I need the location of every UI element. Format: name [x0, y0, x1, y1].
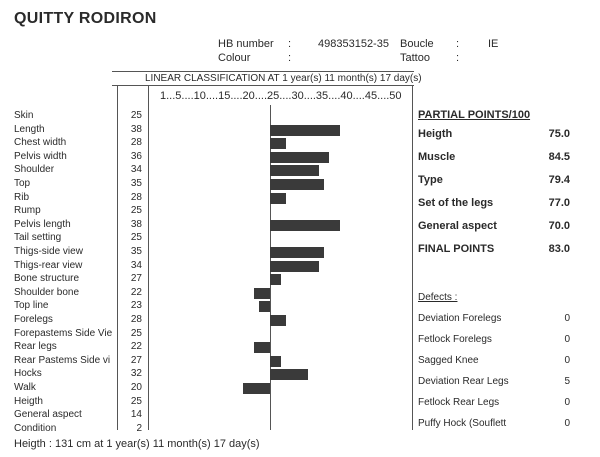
- trait-bar: [270, 152, 329, 163]
- boucle-value: IE: [488, 38, 499, 50]
- defect-label: Deviation Rear Legs: [418, 376, 509, 387]
- colour-label: Colour: [218, 52, 251, 64]
- trait-value: 25: [130, 395, 142, 407]
- partial-points-value: 79.4: [548, 174, 570, 186]
- tattoo-label: Tattoo: [400, 52, 430, 64]
- boucle-separator: :: [456, 38, 460, 50]
- trait-bar: [270, 125, 340, 136]
- trait-value: 34: [130, 259, 142, 271]
- trait-bar: [243, 383, 270, 394]
- trait-value: 20: [130, 382, 142, 393]
- trait-bar: [270, 138, 286, 149]
- hb-number-value: 498353152-35: [318, 38, 389, 50]
- trait-value: 22: [130, 341, 142, 353]
- trait-value: 38: [130, 218, 142, 230]
- animal-name: QUITTY RODIRON: [14, 10, 157, 27]
- trait-name: Shoulder bone: [14, 286, 80, 298]
- trait-name: Rear legs: [14, 341, 57, 353]
- defect-label: Fetlock Forelegs: [418, 334, 492, 345]
- partial-points-value: 84.5: [548, 151, 570, 163]
- trait-bar: [270, 247, 324, 258]
- trait-bar: [270, 179, 324, 190]
- trait-bar: [254, 288, 270, 299]
- final-points-label: FINAL POINTS: [418, 243, 495, 255]
- trait-value: 32: [130, 368, 142, 380]
- partial-points-value: 77.0: [548, 197, 570, 209]
- trait-value: 28: [130, 137, 142, 149]
- trait-bar: [270, 369, 308, 380]
- trait-value: 14: [130, 409, 142, 421]
- trait-name: Rump: [14, 205, 41, 217]
- trait-value: 35: [130, 246, 142, 257]
- trait-bar: [270, 356, 281, 367]
- defect-value: 0: [564, 313, 570, 324]
- trait-name: Walk: [14, 382, 36, 393]
- trait-value: 25: [130, 205, 142, 217]
- defect-value: 0: [564, 334, 570, 345]
- trait-name: Forelegs: [14, 314, 53, 325]
- trait-value: 28: [130, 191, 142, 203]
- partial-points-title: PARTIAL POINTS/100: [418, 109, 531, 121]
- trait-value: 27: [130, 273, 142, 285]
- trait-name: Pelvis length: [14, 218, 71, 230]
- colour-separator: :: [288, 52, 292, 64]
- defect-label: Fetlock Rear Legs: [418, 397, 500, 408]
- final-points-value: 83.0: [548, 243, 570, 255]
- defect-label: Sagged Knee: [418, 355, 479, 366]
- trait-value: 22: [130, 286, 142, 298]
- trait-name: Chest width: [14, 137, 67, 149]
- trait-name: General aspect: [14, 409, 82, 421]
- defect-value: 0: [564, 397, 570, 408]
- trait-bar: [270, 274, 281, 285]
- trait-name: Rib: [14, 191, 30, 203]
- trait-name: Top: [14, 178, 31, 189]
- trait-name: Heigth: [14, 395, 43, 407]
- trait-name: Pelvis width: [14, 150, 67, 162]
- trait-name: Tail setting: [14, 232, 62, 244]
- trait-value: 25: [130, 232, 142, 244]
- hb-number-separator: :: [288, 38, 292, 50]
- trait-value: 28: [130, 314, 142, 325]
- trait-name: Forepastems Side Vie: [14, 327, 113, 339]
- partial-points-label: Type: [418, 174, 443, 186]
- trait-name: Length: [14, 123, 45, 135]
- linear-title-underline: [112, 85, 414, 86]
- defect-label: Puffy Hock (Souflett: [418, 418, 507, 429]
- trait-value: 38: [130, 123, 142, 135]
- trait-name: Thigs-side view: [14, 246, 83, 257]
- trait-value: 23: [130, 300, 142, 312]
- trait-bar: [270, 261, 319, 272]
- partial-points-label: General aspect: [418, 220, 497, 232]
- trait-name: Top line: [14, 300, 49, 312]
- partial-points-label: Set of the legs: [418, 197, 494, 209]
- hb-number-label: HB number: [218, 38, 274, 50]
- partial-points-value: 70.0: [548, 220, 570, 232]
- partial-points-label: Muscle: [418, 151, 456, 163]
- height-footnote: Heigth : 131 cm at 1 year(s) 11 month(s) 17 day(s): [14, 438, 260, 450]
- defect-value: 0: [564, 418, 570, 429]
- linear-scale: 1...5....10....15....20....25....30....35....40....45....50: [160, 90, 402, 102]
- defect-value: 0: [564, 355, 570, 366]
- partial-points-label: Heigth: [418, 128, 453, 140]
- trait-value: 2: [136, 422, 142, 434]
- trait-name: Rear Pastems Side vi: [14, 354, 111, 366]
- trait-value: 25: [130, 327, 142, 339]
- trait-value: 27: [130, 354, 142, 366]
- trait-bar: [254, 342, 270, 353]
- trait-name: Hocks: [14, 368, 42, 380]
- trait-name: Bone structure: [14, 273, 80, 285]
- trait-bar: [270, 165, 319, 176]
- values-column-divider: [148, 85, 149, 430]
- trait-bar: [270, 315, 286, 326]
- boucle-label: Boucle: [400, 38, 434, 50]
- trait-name: Condition: [14, 422, 57, 434]
- tattoo-separator: :: [456, 52, 460, 64]
- points-column-divider: [412, 85, 413, 430]
- linear-section-top-rule: [112, 71, 414, 72]
- trait-value: 36: [130, 150, 142, 162]
- trait-name: Skin: [14, 110, 34, 121]
- trait-value: 35: [130, 178, 142, 189]
- linear-classification-title: LINEAR CLASSIFICATION AT 1 year(s) 11 month(s) 17 day(s): [145, 73, 422, 84]
- trait-bar: [270, 193, 286, 204]
- trait-value: 34: [130, 164, 142, 176]
- trait-name: Thigs-rear view: [14, 259, 83, 271]
- partial-points-value: 75.0: [548, 128, 570, 140]
- defect-label: Deviation Forelegs: [418, 313, 502, 324]
- trait-bar: [259, 301, 270, 312]
- defects-title: Defects :: [418, 292, 458, 303]
- trait-bar: [270, 220, 340, 231]
- trait-value: 25: [130, 110, 142, 121]
- defect-value: 5: [564, 376, 570, 387]
- trait-name: Shoulder: [14, 164, 55, 176]
